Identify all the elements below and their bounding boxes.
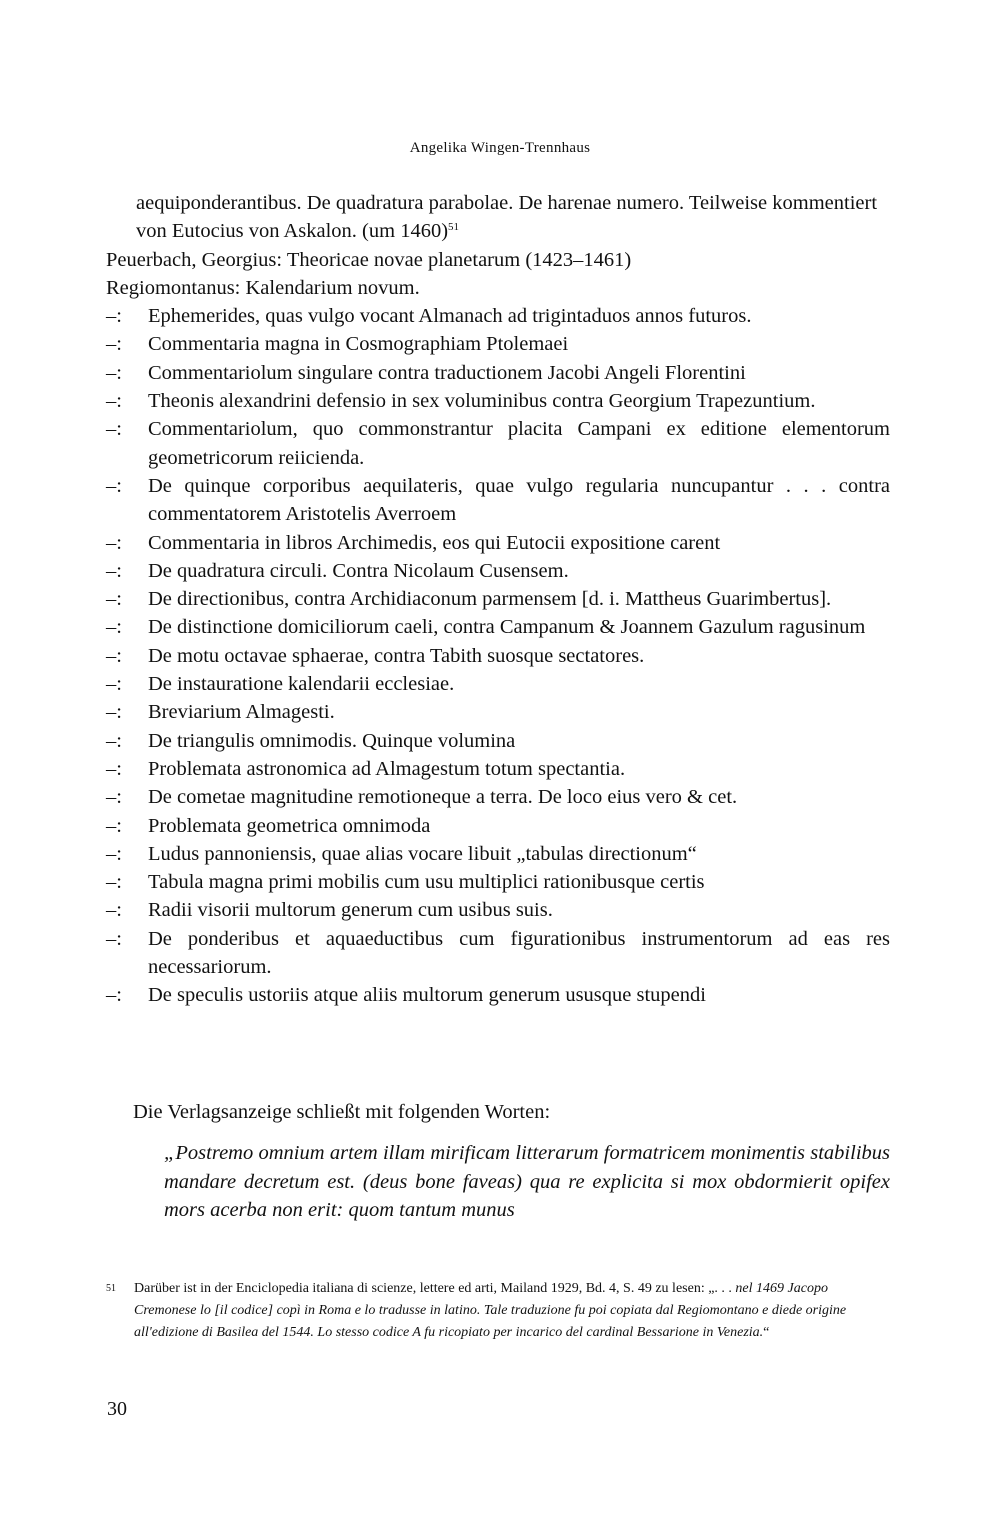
list-item: –: De instauratione kalendarii ecclesiae. xyxy=(106,670,890,698)
continuation-entry xyxy=(106,189,890,246)
list-item: Peuerbach, Georgius: Theoricae novae planetarum (1423–1461) xyxy=(106,248,632,271)
list-item: –: De quinque corporibus aequilateris, quae vulgo regularia nuncupantur . . . contra commentatorem Aristotelis Averroem xyxy=(106,472,890,529)
list-item: –: De directionibus, contra Archidiaconum parmensem [d. i. Mattheus Guarimbertus]. xyxy=(106,585,890,613)
list-item: –: Problemata astronomica ad Almagestum totum spectantia. xyxy=(106,755,890,783)
footnote-body xyxy=(106,1278,891,1344)
list-item: –: Problemata geometrica omnimoda xyxy=(106,812,890,840)
list-item: –: Ludus pannoniensis, quae alias vocare libuit „tabulas directionum“ xyxy=(106,840,890,868)
footnote-ref[interactable]: 51 xyxy=(448,221,460,234)
list-item: –: De distinctione domiciliorum caeli, contra Campanum & Joannem Gazulum ragusinum xyxy=(106,613,890,641)
list-item: –: Commentaria in libros Archimedis, eos qui Eutocii expositione carent xyxy=(106,529,890,557)
list-item: –: De triangulis omnimodis. Quinque volumina xyxy=(106,727,890,755)
footnote-italic: nel 1469 Jacopo Cremonese lo [il codice] copì in Roma e lo tradusse in latino. Tale traduzione fu poi copiata dal Regiomontano e diede origine all'edizione di Basilea del 1544. Lo stesso codice A fu ricopiato per incarico del cardinal Bessarione in Venezia. xyxy=(134,1281,847,1340)
continuation-text: aequiponderantibus. De quadratura parabolae. De harenae numero. Teilweise kommentiert von Eutocius von Askalon. (um 1460) xyxy=(136,192,878,243)
list-item: –: Radii visorii multorum generum cum usibus suis. xyxy=(106,896,890,924)
list-item: –: De motu octavae sphaerae, contra Tabith suosque sectatores. xyxy=(106,642,890,670)
list-item: –: Ephemerides, quas vulgo vocant Almanach ad trigintaduos annos futuros. xyxy=(106,302,890,330)
footnote-number: 51 xyxy=(106,1283,116,1294)
page-number: 30 xyxy=(107,1398,127,1420)
list-item: –: De quadratura circuli. Contra Nicolaum Cusensem. xyxy=(106,557,890,585)
footnote xyxy=(106,1278,891,1344)
list-item: –: Commentariolum, quo commonstrantur placita Campani ex editione elementorum geometricorum reiicienda. xyxy=(106,415,890,472)
footnote-close: “ xyxy=(763,1325,770,1340)
publication-list xyxy=(106,189,890,1010)
list-item: –: Commentariolum singulare contra traductionem Jacobi Angeli Florentini xyxy=(106,359,890,387)
latin-quote: „Postremo omnium artem illam mirificam litterarum formatricem monimentis stabilibus mandare decretum est. (deus bone faveas) qua re explicita si mox obdormierit opifex mors acerba non erit: quom tantum munus xyxy=(164,1142,890,1221)
list-item: –: Commentaria magna in Cosmographiam Ptolemaei xyxy=(106,330,890,358)
announcement-intro: Die Verlagsanzeige schließt mit folgenden Worten: xyxy=(133,1101,551,1123)
list-item: Regiomontanus: Kalendarium novum. xyxy=(106,276,420,299)
footnote-lead: Darüber ist in der Enciclopedia italiana di scienze, lettere ed arti, Mailand 1929, Bd. 4, S. 49 zu lesen: „. . . xyxy=(134,1281,732,1296)
list-item: –: Breviarium Almagesti. xyxy=(106,698,890,726)
list-item: –: De speculis ustoriis atque aliis multorum generum ususque stupendi xyxy=(106,981,890,1009)
list-item: –: De cometae magnitudine remotioneque a terra. De loco eius vero & cet. xyxy=(106,783,890,811)
list-item: –: De ponderibus et aquaeductibus cum figurationibus instrumentorum ad eas res necessariorum. xyxy=(106,925,890,982)
list-item: –: Theonis alexandrini defensio in sex voluminibus contra Georgium Trapezuntium. xyxy=(106,387,890,415)
list-item: –: Tabula magna primi mobilis cum usu multiplici rationibusque certis xyxy=(106,868,890,896)
running-head: Angelika Wingen-Trennhaus xyxy=(409,140,591,156)
